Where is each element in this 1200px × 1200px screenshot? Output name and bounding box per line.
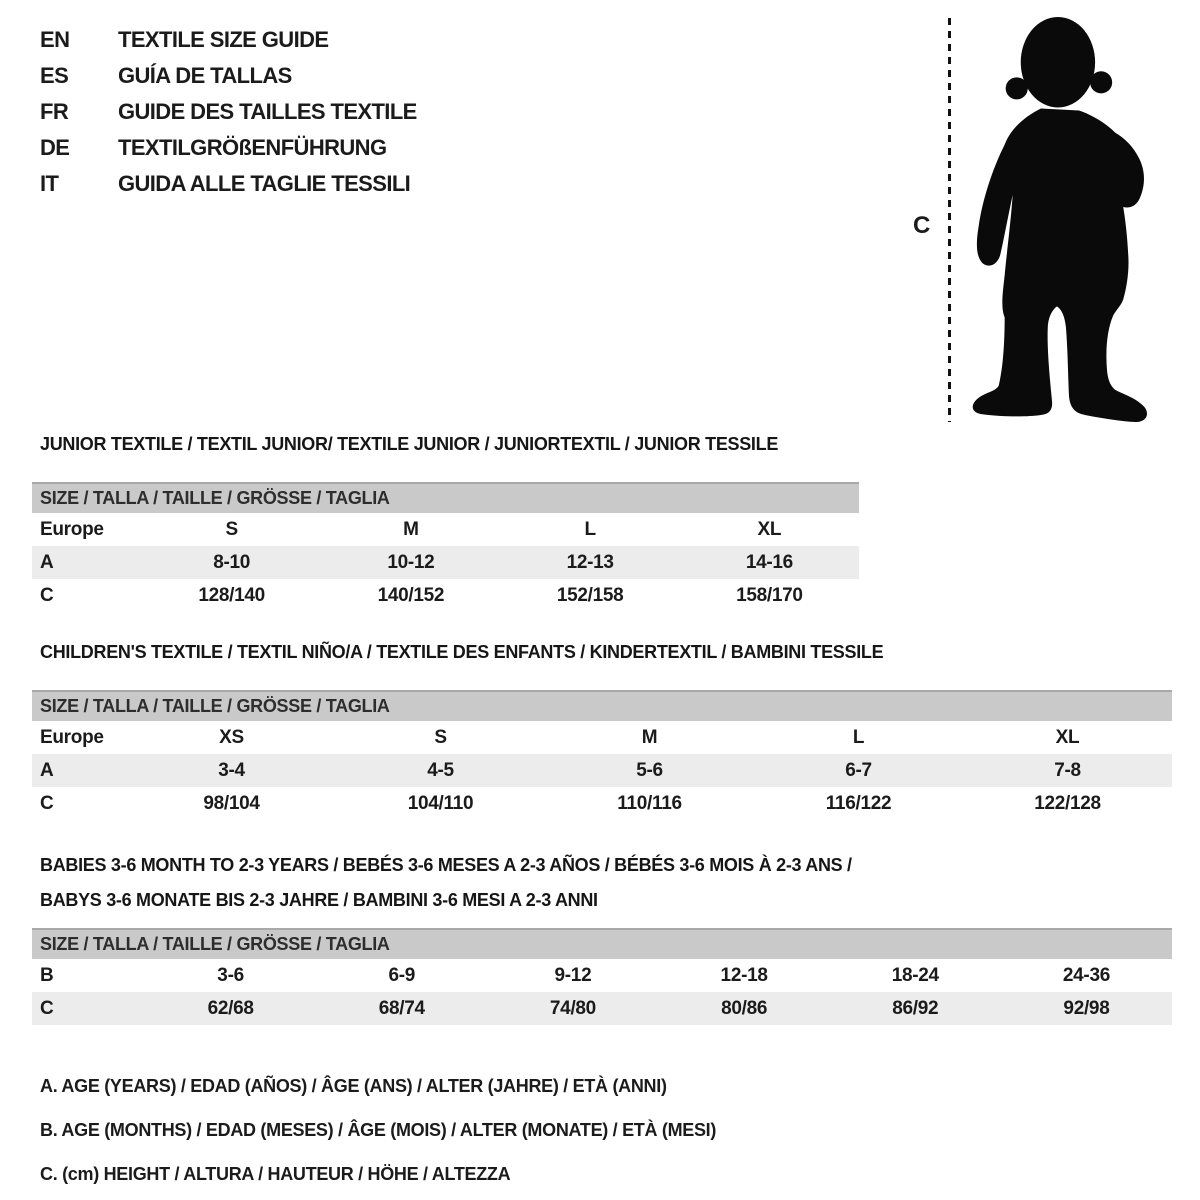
guide-title: GUIDE DES TAILLES TEXTILE [118,99,417,124]
language-row [40,130,417,166]
size-value: 80/86 [721,998,768,1019]
size-value: M [403,519,419,540]
language-code: DE [40,135,70,160]
size-value: 6-9 [388,965,416,986]
size-value: 6-7 [845,760,872,781]
language-code: FR [40,99,69,124]
size-value: 158/170 [736,585,803,606]
table-row [32,546,859,579]
size-value: 3-4 [218,760,245,781]
table-row [32,721,1172,754]
guide-title: GUÍA DE TALLAS [118,63,292,88]
section-children [32,640,1172,820]
size-value: S [225,519,238,540]
size-value: 12-13 [566,552,614,573]
row-label: C [40,793,54,814]
size-header-bar: SIZE / TALLA / TAILLE / GRÖSSE / TAGLIA [32,482,859,513]
section-junior [32,432,859,612]
guide-title: TEXTILE SIZE GUIDE [118,27,329,52]
language-row [40,94,417,130]
size-value: 128/140 [198,585,265,606]
size-value: XL [1055,727,1080,748]
language-row [40,58,417,94]
row-label: Europe [40,519,104,540]
size-value: XL [757,519,782,540]
size-value: 4-5 [427,760,454,781]
legend [40,1064,716,1196]
row-label: Europe [40,727,104,748]
table-row [32,992,1172,1025]
language-code: ES [40,63,69,88]
size-value: 9-12 [554,965,592,986]
section-title: JUNIOR TEXTILE / TEXTIL JUNIOR/ TEXTILE JUNIOR / JUNIORTEXTIL / JUNIOR TESSILE [40,434,779,454]
size-value: 122/128 [1034,793,1101,814]
size-value: M [641,727,658,748]
height-reference-figure [905,10,1197,428]
legend-line: B. AGE (MONTHS) / EDAD (MESES) / ÂGE (MOIS) / ALTER (MONATE) / ETÀ (MESI) [40,1120,717,1140]
language-code: IT [40,171,59,196]
size-value: 8-10 [213,552,251,573]
row-label: A [40,552,54,573]
row-label: A [40,760,54,781]
section-babies [32,848,1172,1025]
size-header-bar: SIZE / TALLA / TAILLE / GRÖSSE / TAGLIA [32,690,1172,721]
size-value: 140/152 [377,585,445,606]
legend-line: A. AGE (YEARS) / EDAD (AÑOS) / ÂGE (ANS) / ALTER (JAHRE) / ETÀ (ANNI) [40,1076,667,1096]
size-value: S [434,727,447,748]
row-label: B [40,965,54,986]
guide-title: TEXTILGRÖßENFÜHRUNG [118,135,387,160]
height-dashed-line [948,18,951,422]
size-value: 98/104 [203,793,260,814]
size-value: L [584,519,596,540]
size-value: XS [219,727,244,748]
toddler-silhouette-icon [963,12,1187,424]
size-value: 7-8 [1054,760,1081,781]
table-row [32,959,1172,992]
size-value: 86/92 [892,998,939,1019]
size-value: 110/116 [617,793,682,814]
size-value: L [852,727,865,748]
size-value: 92/98 [1063,998,1110,1019]
section-title: CHILDREN'S TEXTILE / TEXTIL NIÑO/A / TEXTILE DES ENFANTS / KINDERTEXTIL / BAMBINI TESSILE [40,642,884,662]
size-header-bar: SIZE / TALLA / TAILLE / GRÖSSE / TAGLIA [32,928,1172,959]
row-label: C [40,585,54,606]
height-measure-label: C [913,212,931,239]
size-value: 10-12 [387,552,435,573]
section-title: BABIES 3-6 MONTH TO 2-3 YEARS / BEBÉS 3-6 MESES A 2-3 AÑOS / BÉBÉS 3-6 MOIS À 2-3 ANS / BABYS 3-6 MONATE BIS 2-3 JAHRE / BAMBINI 3-6 MESI A 2-3 ANNI [40,855,852,910]
size-value: 152/158 [556,585,624,606]
language-row [40,166,417,202]
size-value: 62/68 [207,998,254,1019]
size-value: 14-16 [745,552,793,573]
size-value: 12-18 [720,965,768,986]
legend-line: C. (cm) HEIGHT / ALTURA / HAUTEUR / HÖHE / ALTEZZA [40,1164,511,1184]
size-value: 116/122 [825,793,892,814]
row-label: C [40,998,54,1019]
table-row [32,579,859,612]
size-value: 104/110 [407,793,474,814]
size-value: 5-6 [636,760,663,781]
language-title-list [40,22,417,202]
table-row [32,513,859,546]
guide-title: GUIDA ALLE TAGLIE TESSILI [118,171,411,196]
language-row [40,22,417,58]
size-value: 18-24 [891,965,939,986]
table-row [32,787,1172,820]
language-code: EN [40,27,70,52]
size-value: 24-36 [1062,965,1110,986]
size-value: 3-6 [217,965,244,986]
table-row [32,754,1172,787]
size-value: 68/74 [378,998,425,1019]
size-value: 74/80 [549,998,596,1019]
